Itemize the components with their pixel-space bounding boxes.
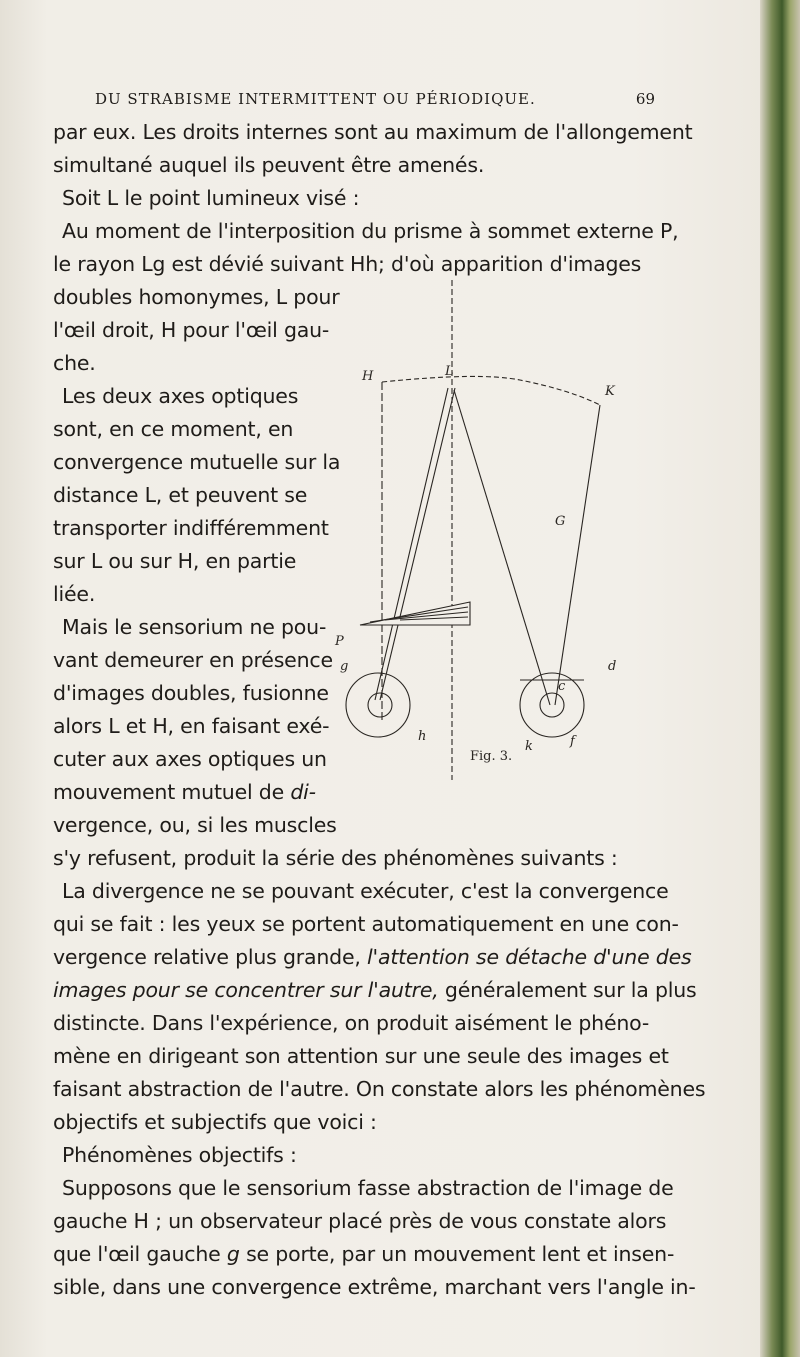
book-binding-edge [760,0,800,1357]
right-eye-lens [540,693,564,717]
text-line [53,780,316,804]
label-c: c [558,679,566,694]
text-line: faisant abstraction de l'autre. On constate alors les phénomènes [53,1077,706,1101]
text-line: par eux. Les droits internes sont au maximum de l'allongement [53,120,693,144]
running-head [95,90,655,108]
text-line: che. [53,351,96,375]
text-line: convergence mutuelle sur la [53,450,341,474]
text-line: liée. [53,582,96,606]
text-line: cuter aux axes optiques un [53,747,327,771]
text-line: qui se fait : les yeux se portent automatiquement en une con- [53,912,679,936]
text-line: Au moment de l'interposition du prisme à sommet externe P, [62,219,679,243]
text-line [53,978,697,1002]
label-k: k [525,739,533,754]
figure-3-diagram [330,280,690,800]
label-L: L [445,364,454,379]
text-line: vergence, ou, si les muscles [53,813,337,837]
label-g: g [340,659,349,674]
text-line [53,1242,674,1266]
text-line: gauche H ; un observateur placé près de vous constate alors [53,1209,667,1233]
text-line: sible, dans une convergence extrême, marchant vers l'angle in- [53,1275,696,1299]
text-line [53,945,692,969]
ray-K-right [555,405,600,705]
label-h: h [418,729,427,744]
left-eye-lens [368,693,392,717]
text-line: Supposons que le sensorium fasse abstraction de l'image de [62,1176,674,1200]
text-line: objectifs et subjectifs que voici : [53,1110,377,1134]
text-line: simultané auquel ils peuvent être amenés. [53,153,485,177]
text-line: d'images doubles, fusionne [53,681,329,705]
text-line: vant demeurer en présence [53,648,333,672]
text-segment: se porte, par un mouvement lent et insen- [246,1242,675,1266]
line-top-dashed [382,376,600,405]
text-line: l'œil droit, H pour l'œil gau- [53,318,330,342]
text-segment: vergence relative plus grande, [53,945,361,969]
italic-segment: g [226,1242,240,1266]
text-line: Soit L le point lumineux visé : [62,186,360,210]
page-number: 69 [635,90,655,108]
figure-caption: Fig. 3. [470,749,513,764]
text-segment: généralement sur la plus [444,978,697,1002]
text-line: s'y refusent, produit la série des phénomènes suivants : [53,846,618,870]
label-f: f [570,734,575,749]
label-H: H [362,369,374,384]
text-line: distincte. Dans l'expérience, on produit aisément le phéno- [53,1011,650,1035]
text-line: le rayon Lg est dévié suivant Hh; d'où apparition d'images [53,252,642,276]
italic-segment: di- [290,780,316,804]
ray-L-left-b [375,388,448,700]
label-P: P [335,634,344,649]
text-line: mène en dirigeant son attention sur une seule des images et [53,1044,669,1068]
text-line: alors L et H, en faisant exé- [53,714,330,738]
text-line: Mais le sensorium ne pou- [62,615,327,639]
text-line: distance L, et peuvent se [53,483,308,507]
italic-segment: images pour se concentrer sur l'autre, [53,978,439,1002]
running-head-title: DU STRABISME INTERMITTENT OU PÉRIODIQUE. [95,90,536,108]
text-line: transporter indifféremment [53,516,329,540]
left-eye [346,673,410,737]
text-segment: mouvement mutuel de [53,780,285,804]
ray-L-right [454,390,550,705]
text-line: Les deux axes optiques [62,384,299,408]
text-line: Phénomènes objectifs : [62,1143,297,1167]
text-line: sont, en ce moment, en [53,417,294,441]
italic-segment: l'attention se détache d'une des [367,945,692,969]
ray-L-left-a [380,388,455,700]
right-eye [520,673,584,737]
label-K: K [605,384,615,399]
text-line: La divergence ne se pouvant exécuter, c'est la convergence [62,879,669,903]
label-d: d [608,659,617,674]
label-G: G [555,514,566,529]
text-segment: que l'œil gauche [53,1242,221,1266]
text-line: sur L ou sur H, en partie [53,549,297,573]
text-line: doubles homonymes, L pour [53,285,340,309]
